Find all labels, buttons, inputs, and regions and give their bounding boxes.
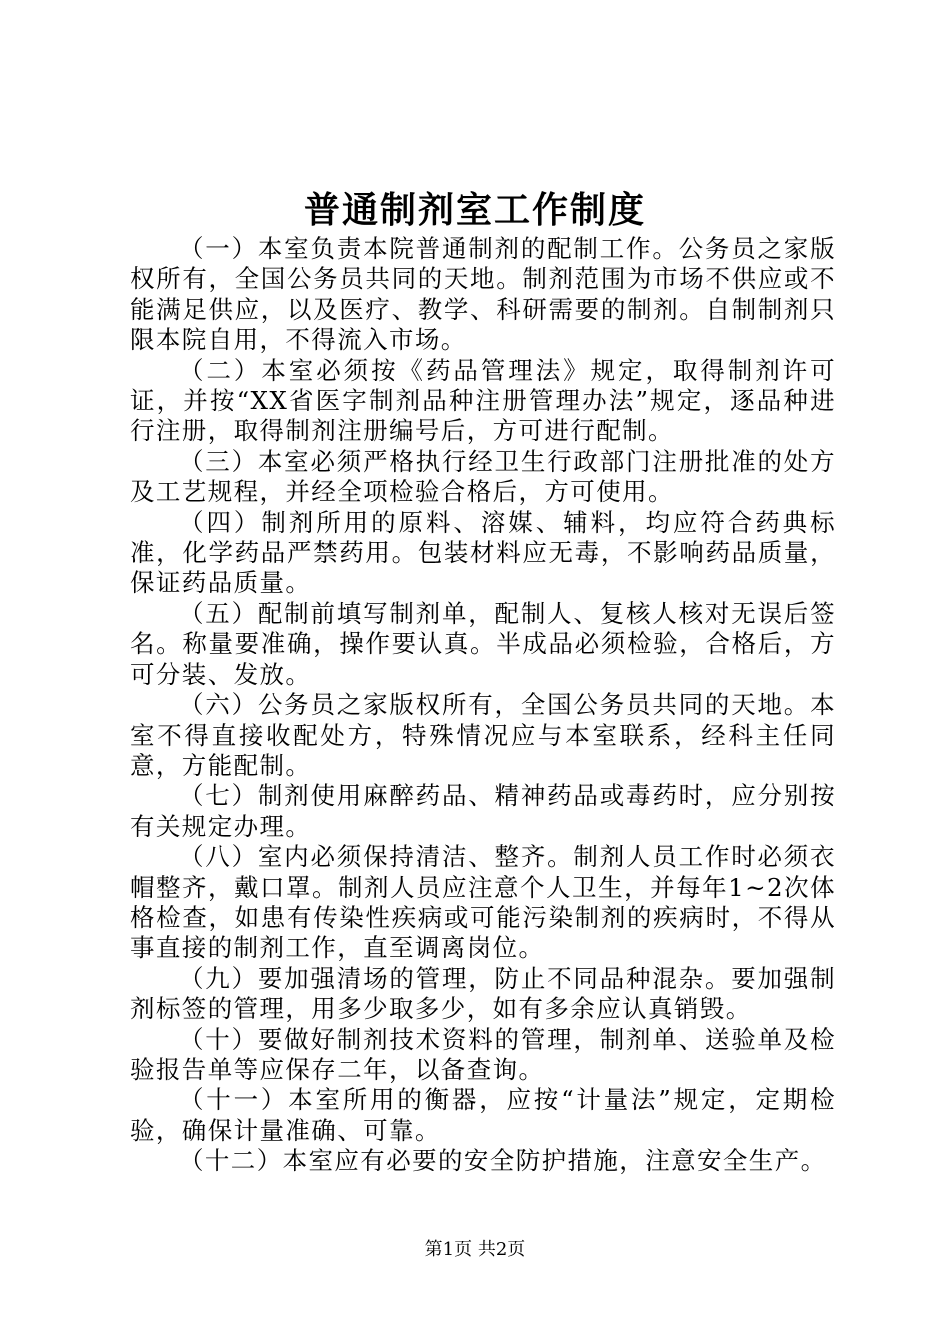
paragraph: （六）公务员之家版权所有，全国公务员共同的天地。本室不得直接收配处方，特殊情况应与本室联系，经科主任同意，方能配制。 bbox=[130, 690, 836, 780]
paragraph: （五）配制前填写制剂单，配制人、复核人核对无误后签名。称量要准确，操作要认真。半成品必须检验，合格后，方可分装、发放。 bbox=[130, 598, 836, 689]
paragraph: （一）本室负责本院普通制剂的配制工作。公务员之家版权所有，全国公务员共同的天地。制剂范围为市场不供应或不能满足供应，以及医疗、教学、科研需要的制剂。自制制剂只限本院自用，不得流入市场。 bbox=[130, 234, 836, 355]
paragraph: （十）要做好制剂技术资料的管理，制剂单、送验单及检验报告单等应保存二年，以备查询。 bbox=[130, 1024, 836, 1084]
paragraph: （三）本室必须严格执行经卫生行政部门注册批准的处方及工艺规程，并经全项检验合格后，方可使用。 bbox=[130, 446, 836, 507]
paragraph: （八）室内必须保持清洁、整齐。制剂人员工作时必须衣帽整齐，戴口罩。制剂人员应注意个人卫生，并每年1~2次体格检查，如患有传染性疾病或可能污染制剂的疾病时，不得从事直接的制剂工作，直至调离岗位。 bbox=[130, 842, 836, 963]
paragraph: （九）要加强清场的管理，防止不同品种混杂。要加强制剂标签的管理，用多少取多少，如有多余应认真销毁。 bbox=[130, 963, 836, 1024]
paragraph: （十一）本室所用的衡器，应按“计量法”规定，定期检验，确保计量准确、可靠。 bbox=[130, 1085, 836, 1145]
document-body bbox=[130, 234, 836, 1177]
paragraph: （四）制剂所用的原料、溶媒、辅料，均应符合药典标准，化学药品严禁药用。包装材料应无毒，不影响药品质量，保证药品质量。 bbox=[130, 507, 836, 598]
page-number-footer: 第1页 共2页 bbox=[424, 1239, 526, 1260]
paragraph: （二）本室必须按《药品管理法》规定，取得制剂许可证，并按“XX省医字制剂品种注册管理办法”规定，逐品种进行注册，取得制剂注册编号后，方可进行配制。 bbox=[130, 355, 836, 446]
document-title: 普通制剂室工作制度 bbox=[303, 189, 646, 231]
paragraph: （十二）本室应有必要的安全防护措施，注意安全生产。 bbox=[179, 1146, 827, 1176]
paragraph: （七）制剂使用麻醉药品、精神药品或毒药时，应分别按有关规定办理。 bbox=[130, 781, 836, 841]
